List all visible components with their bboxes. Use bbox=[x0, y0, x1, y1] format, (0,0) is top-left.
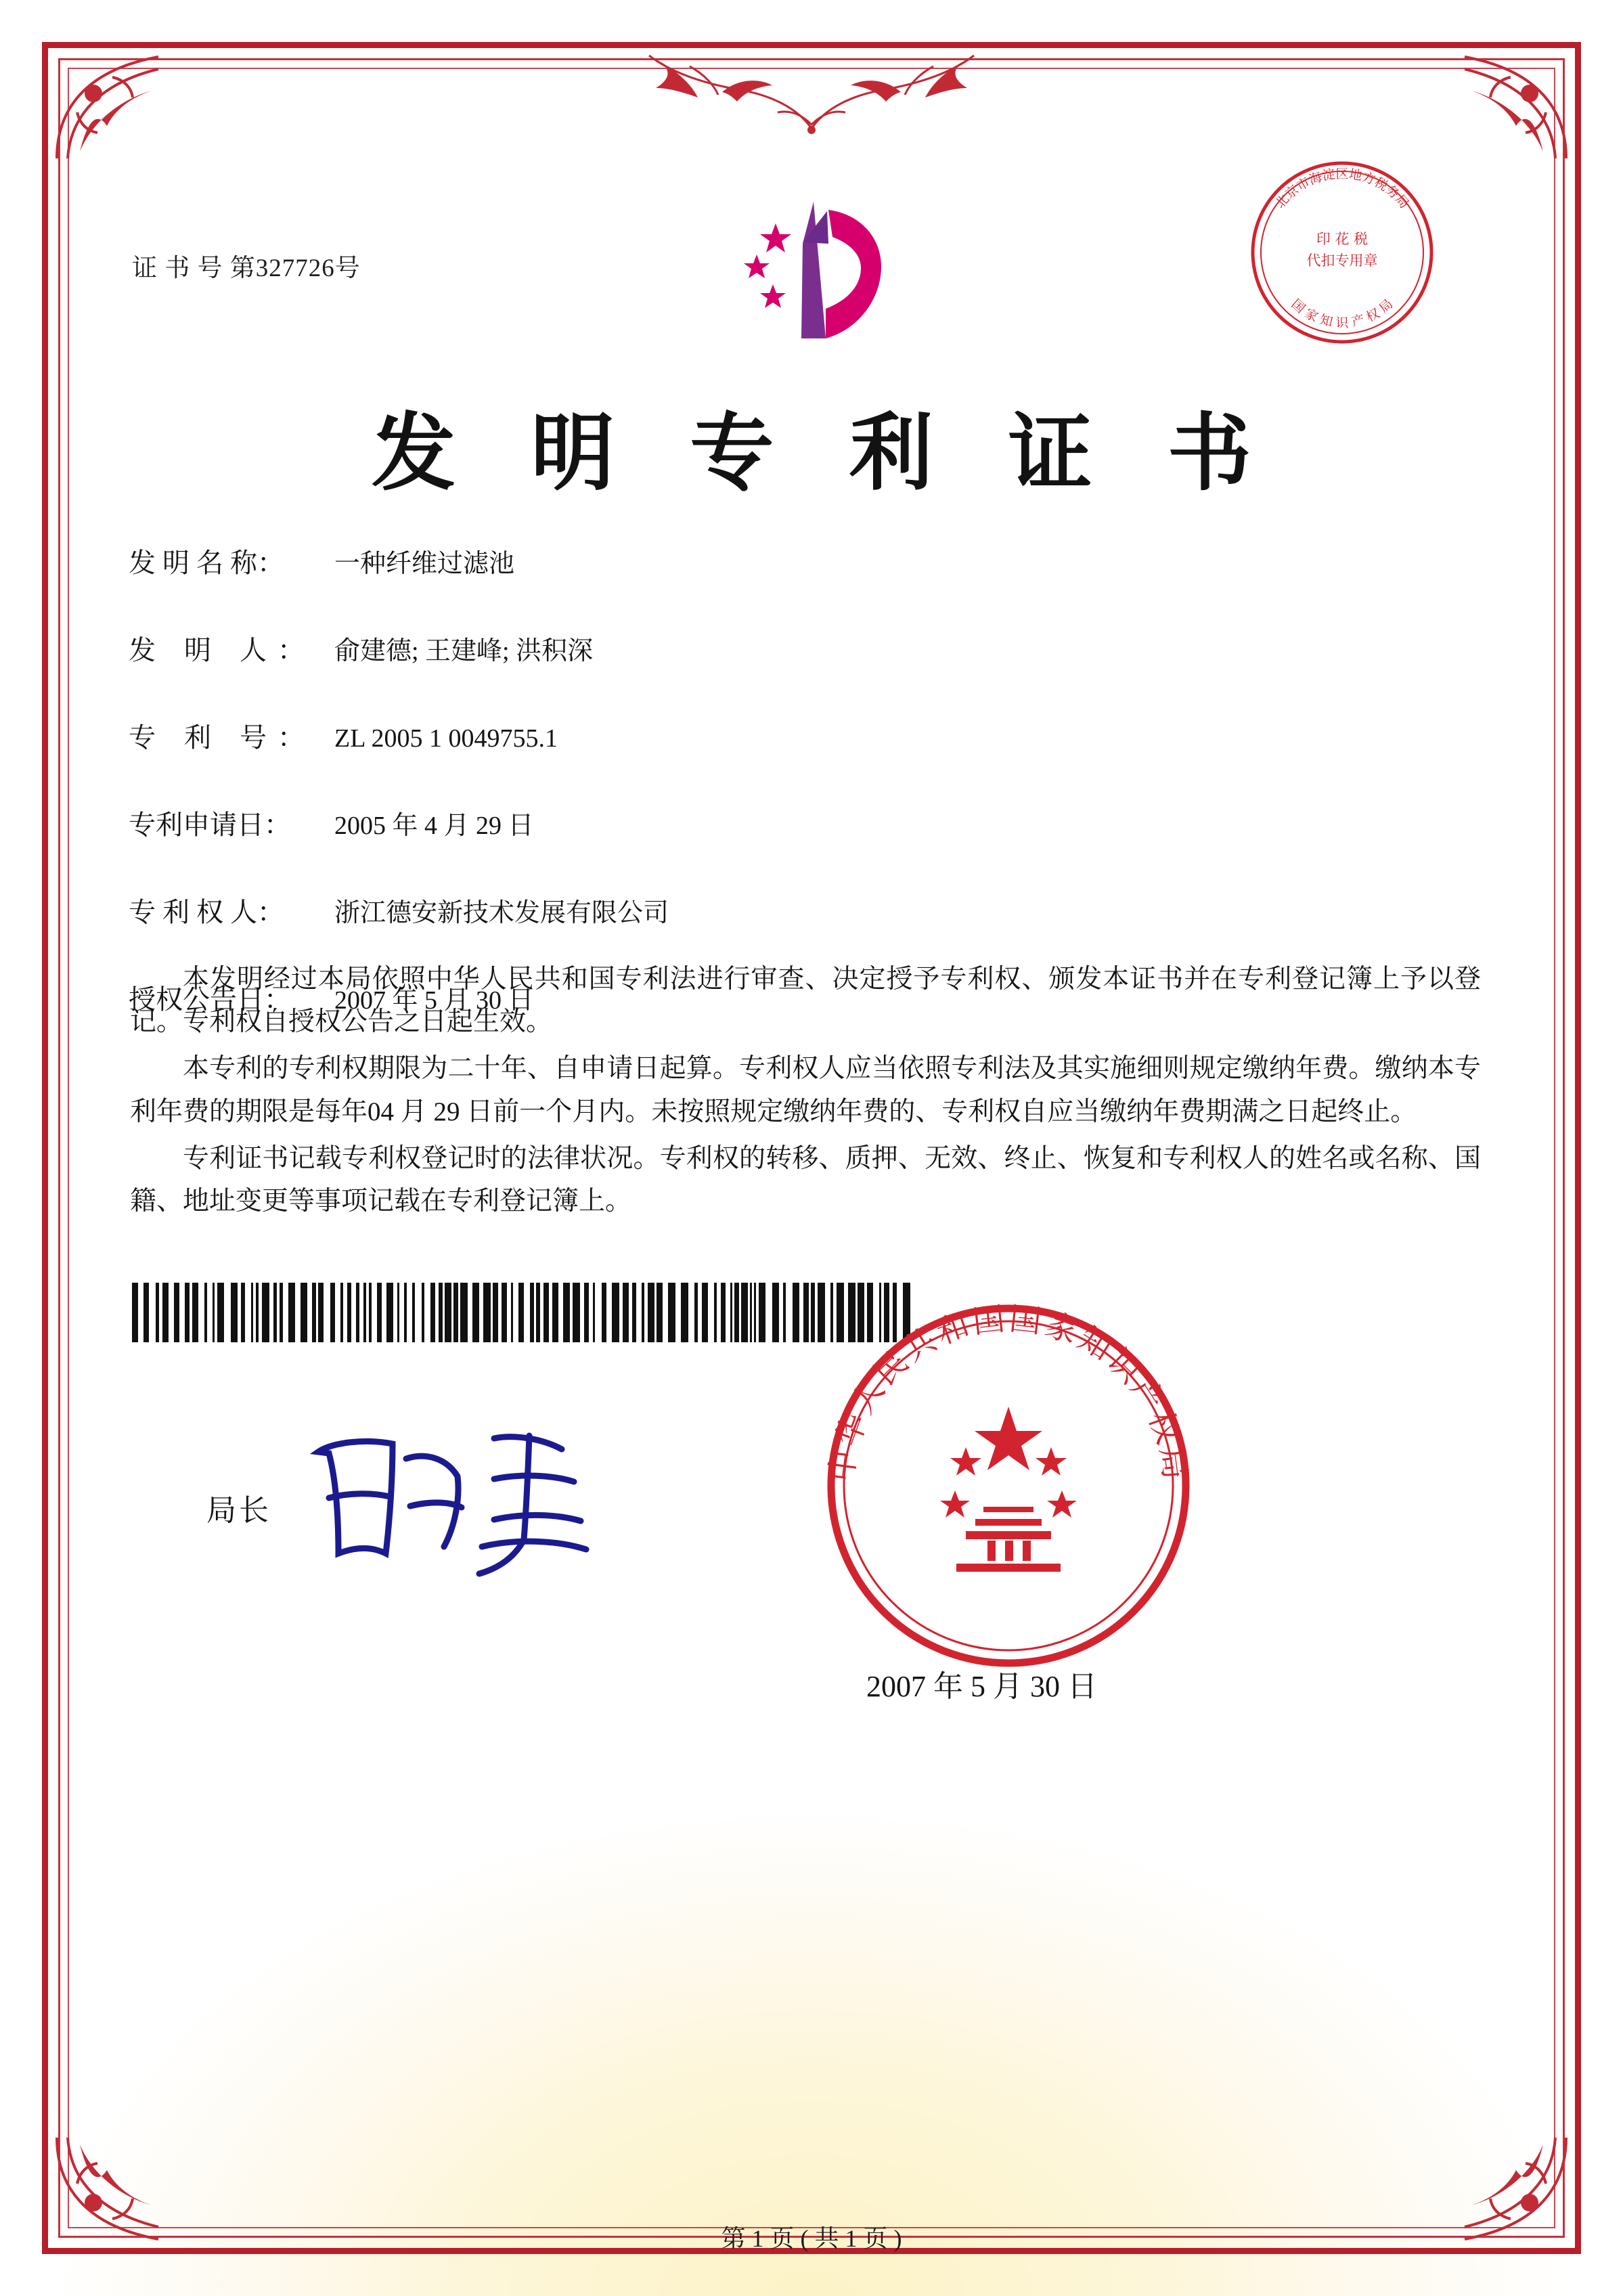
paragraph: 专利证书记载专利权登记时的法律状况。专利权的转移、质押、无效、终止、恢复和专利权人的姓名或名称、国籍、地址变更等事项记载在专利登记簿上。 bbox=[130, 1143, 1481, 1216]
field-value: 浙江德安新技术发展有限公司 bbox=[334, 899, 669, 927]
field-row bbox=[129, 629, 1515, 667]
national-seal bbox=[816, 1293, 1201, 1679]
field-row bbox=[129, 716, 1515, 755]
field-label: 专 利 号： bbox=[129, 722, 315, 753]
svg-text:中华人民共和国国家知识产权局: 中华人民共和国国家知识产权局 bbox=[822, 1300, 1195, 1484]
field-row bbox=[129, 542, 1515, 580]
field-label: 专利申请日： bbox=[129, 810, 291, 840]
field-value: 一种纤维过滤池 bbox=[334, 550, 515, 578]
field-label: 授权公告日： bbox=[129, 984, 291, 1015]
field-value: ZL 2005 1 0049755.1 bbox=[334, 724, 558, 753]
field-label: 专 利 权 人： bbox=[129, 897, 284, 927]
certificate-content bbox=[68, 68, 1555, 2228]
legal-text-block bbox=[130, 958, 1481, 1227]
certificate-number: 证 书 号 第327726号 bbox=[132, 255, 361, 282]
paragraph: 本专利的专利权期限为二十年、自申请日起算。专利权人应当依照专利法及其实施细则规定缴纳年费。缴纳本专利年费的期限是每年04 月 29 日前一个月内。未按照规定缴纳年费的、专利权自应当缴纳年费期满之日起终止。 bbox=[130, 1054, 1481, 1126]
issue-date: 2007 年 5 月 30 日 bbox=[866, 1670, 1097, 1703]
field-value: 俞建德; 王建峰; 洪积深 bbox=[334, 637, 594, 665]
tax-stamp-seal bbox=[1244, 154, 1440, 351]
svg-text:北京市海淀区地方税务局: 北京市海淀区地方税务局 bbox=[1272, 167, 1412, 212]
field-value: 2005 年 4 月 29 日 bbox=[334, 812, 534, 840]
page-title: 发 明 专 利 证 书 bbox=[372, 404, 1274, 502]
svg-text:代扣专用章: 代扣专用章 bbox=[1306, 252, 1378, 269]
field-value: 2007 年 5 月 30 日 bbox=[334, 986, 534, 1015]
svg-text:印 花 税: 印 花 税 bbox=[1316, 231, 1369, 247]
paragraph: 本发明经过本局依照中华人民共和国专利法进行审查、决定授予专利权、颁发本证书并在专利登记簿上予以登记。专利权自授权公告之日起生效。 bbox=[130, 965, 1481, 1037]
director-signature bbox=[291, 1411, 609, 1587]
field-row bbox=[129, 803, 1515, 842]
signature-label: 局长 bbox=[206, 1494, 271, 1527]
sipo-logo-icon bbox=[700, 196, 923, 352]
field-label: 发 明 名 称： bbox=[129, 548, 284, 578]
svg-text:国 家 知 识 产 权 局: 国 家 知 识 产 权 局 bbox=[1288, 296, 1396, 330]
field-label: 发 明 人： bbox=[129, 635, 315, 665]
barcode bbox=[132, 1283, 917, 1342]
field-row bbox=[129, 891, 1515, 929]
page-footer: 第 1 页 ( 共 1 页 ) bbox=[721, 2225, 902, 2252]
